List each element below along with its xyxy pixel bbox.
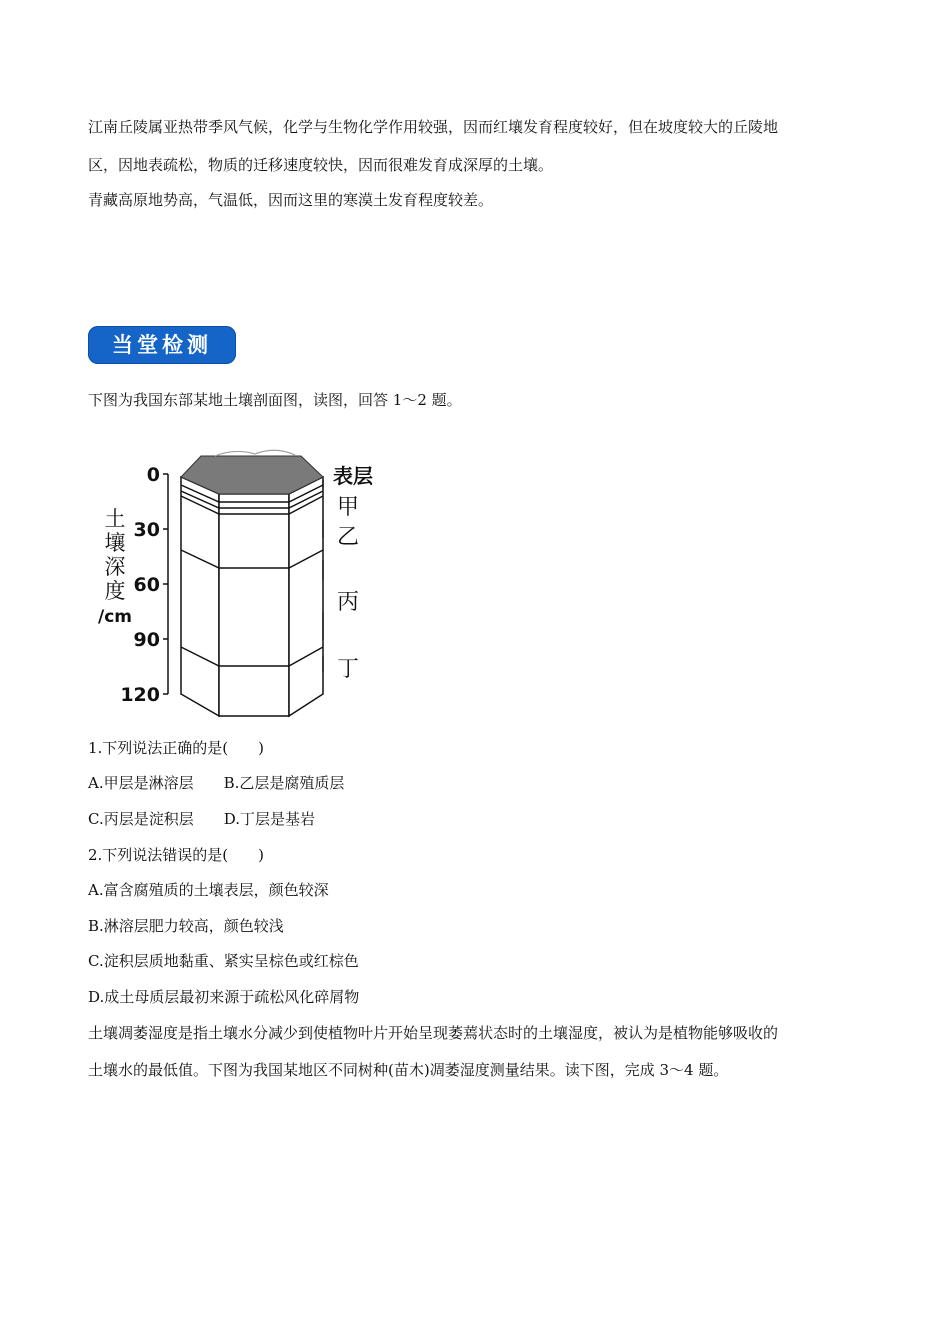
q1-options-ab: A.甲层是淋溶层 B.乙层是腐殖质层 xyxy=(88,774,345,792)
soil-profile-svg xyxy=(95,440,395,725)
q2-option-c: C.淀积层质地黏重、紧实呈棕色或红棕色 xyxy=(88,952,359,970)
column-right-face xyxy=(289,477,323,716)
q2-option-a: A.富含腐殖质的土壤表层，颜色较深 xyxy=(88,881,329,899)
q2-option-d: D.成土母质层最初来源于疏松风化碎屑物 xyxy=(88,988,360,1006)
tick-90: 90 xyxy=(133,629,160,651)
q2-option-b: B.淋溶层肥力较高，颜色较浅 xyxy=(88,917,284,935)
tick-120: 120 xyxy=(120,684,160,706)
soil-profile-diagram xyxy=(95,440,395,725)
q2-stem: 2.下列说法错误的是( ) xyxy=(88,846,265,864)
layer-label-bing: 丙 xyxy=(337,590,360,615)
layer-label-yi: 乙 xyxy=(337,525,360,550)
q1-options-cd: C.丙层是淀积层 D.丁层是基岩 xyxy=(88,810,315,828)
layer-label-jia: 甲 xyxy=(337,495,360,520)
axis-label-char-2: 壤 xyxy=(104,531,126,555)
axis-label-char-3: 深 xyxy=(104,555,126,579)
axis-label-char-1: 土 xyxy=(104,507,126,531)
section-badge-label: 当堂检测 xyxy=(112,333,212,357)
layer-label-surface: 表层 xyxy=(333,464,373,488)
column-left-face xyxy=(181,477,219,716)
tick-0: 0 xyxy=(146,464,160,486)
tick-30: 30 xyxy=(133,519,160,541)
axis-label-char-4: 度 xyxy=(104,579,126,603)
q1-stem: 1.下列说法正确的是( ) xyxy=(88,739,265,757)
intro-line-1: 江南丘陵属亚热带季风气候，化学与生物化学作用较强，因而红壤发育程度较好，但在坡度较大的丘陵地 xyxy=(88,118,779,136)
section-badge xyxy=(88,326,236,364)
axis-unit: /cm xyxy=(98,607,132,627)
intro-line-2: 区，因地表疏松，物质的迁移速度较快，因而很难发育成深厚的土壤。 xyxy=(88,156,554,174)
passage2-line-2: 土壤水的最低值。下图为我国某地区不同树种(苗木)凋萎湿度测量结果。读下图，完成 3～4 题。 xyxy=(88,1061,729,1079)
passage2-line-1: 土壤凋萎湿度是指土壤水分减少到使植物叶片开始呈现萎蔫状态时的土壤湿度，被认为是植物能够吸收的 xyxy=(88,1024,779,1042)
layer-label-ding: 丁 xyxy=(337,657,360,682)
diagram-prompt: 下图为我国东部某地土壤剖面图，读图，回答 1～2 题。 xyxy=(88,391,462,409)
tick-60: 60 xyxy=(133,574,160,596)
intro-line-3: 青藏高原地势高，气温低，因而这里的寒漠土发育程度较差。 xyxy=(88,191,494,209)
column-front-face xyxy=(219,494,289,716)
